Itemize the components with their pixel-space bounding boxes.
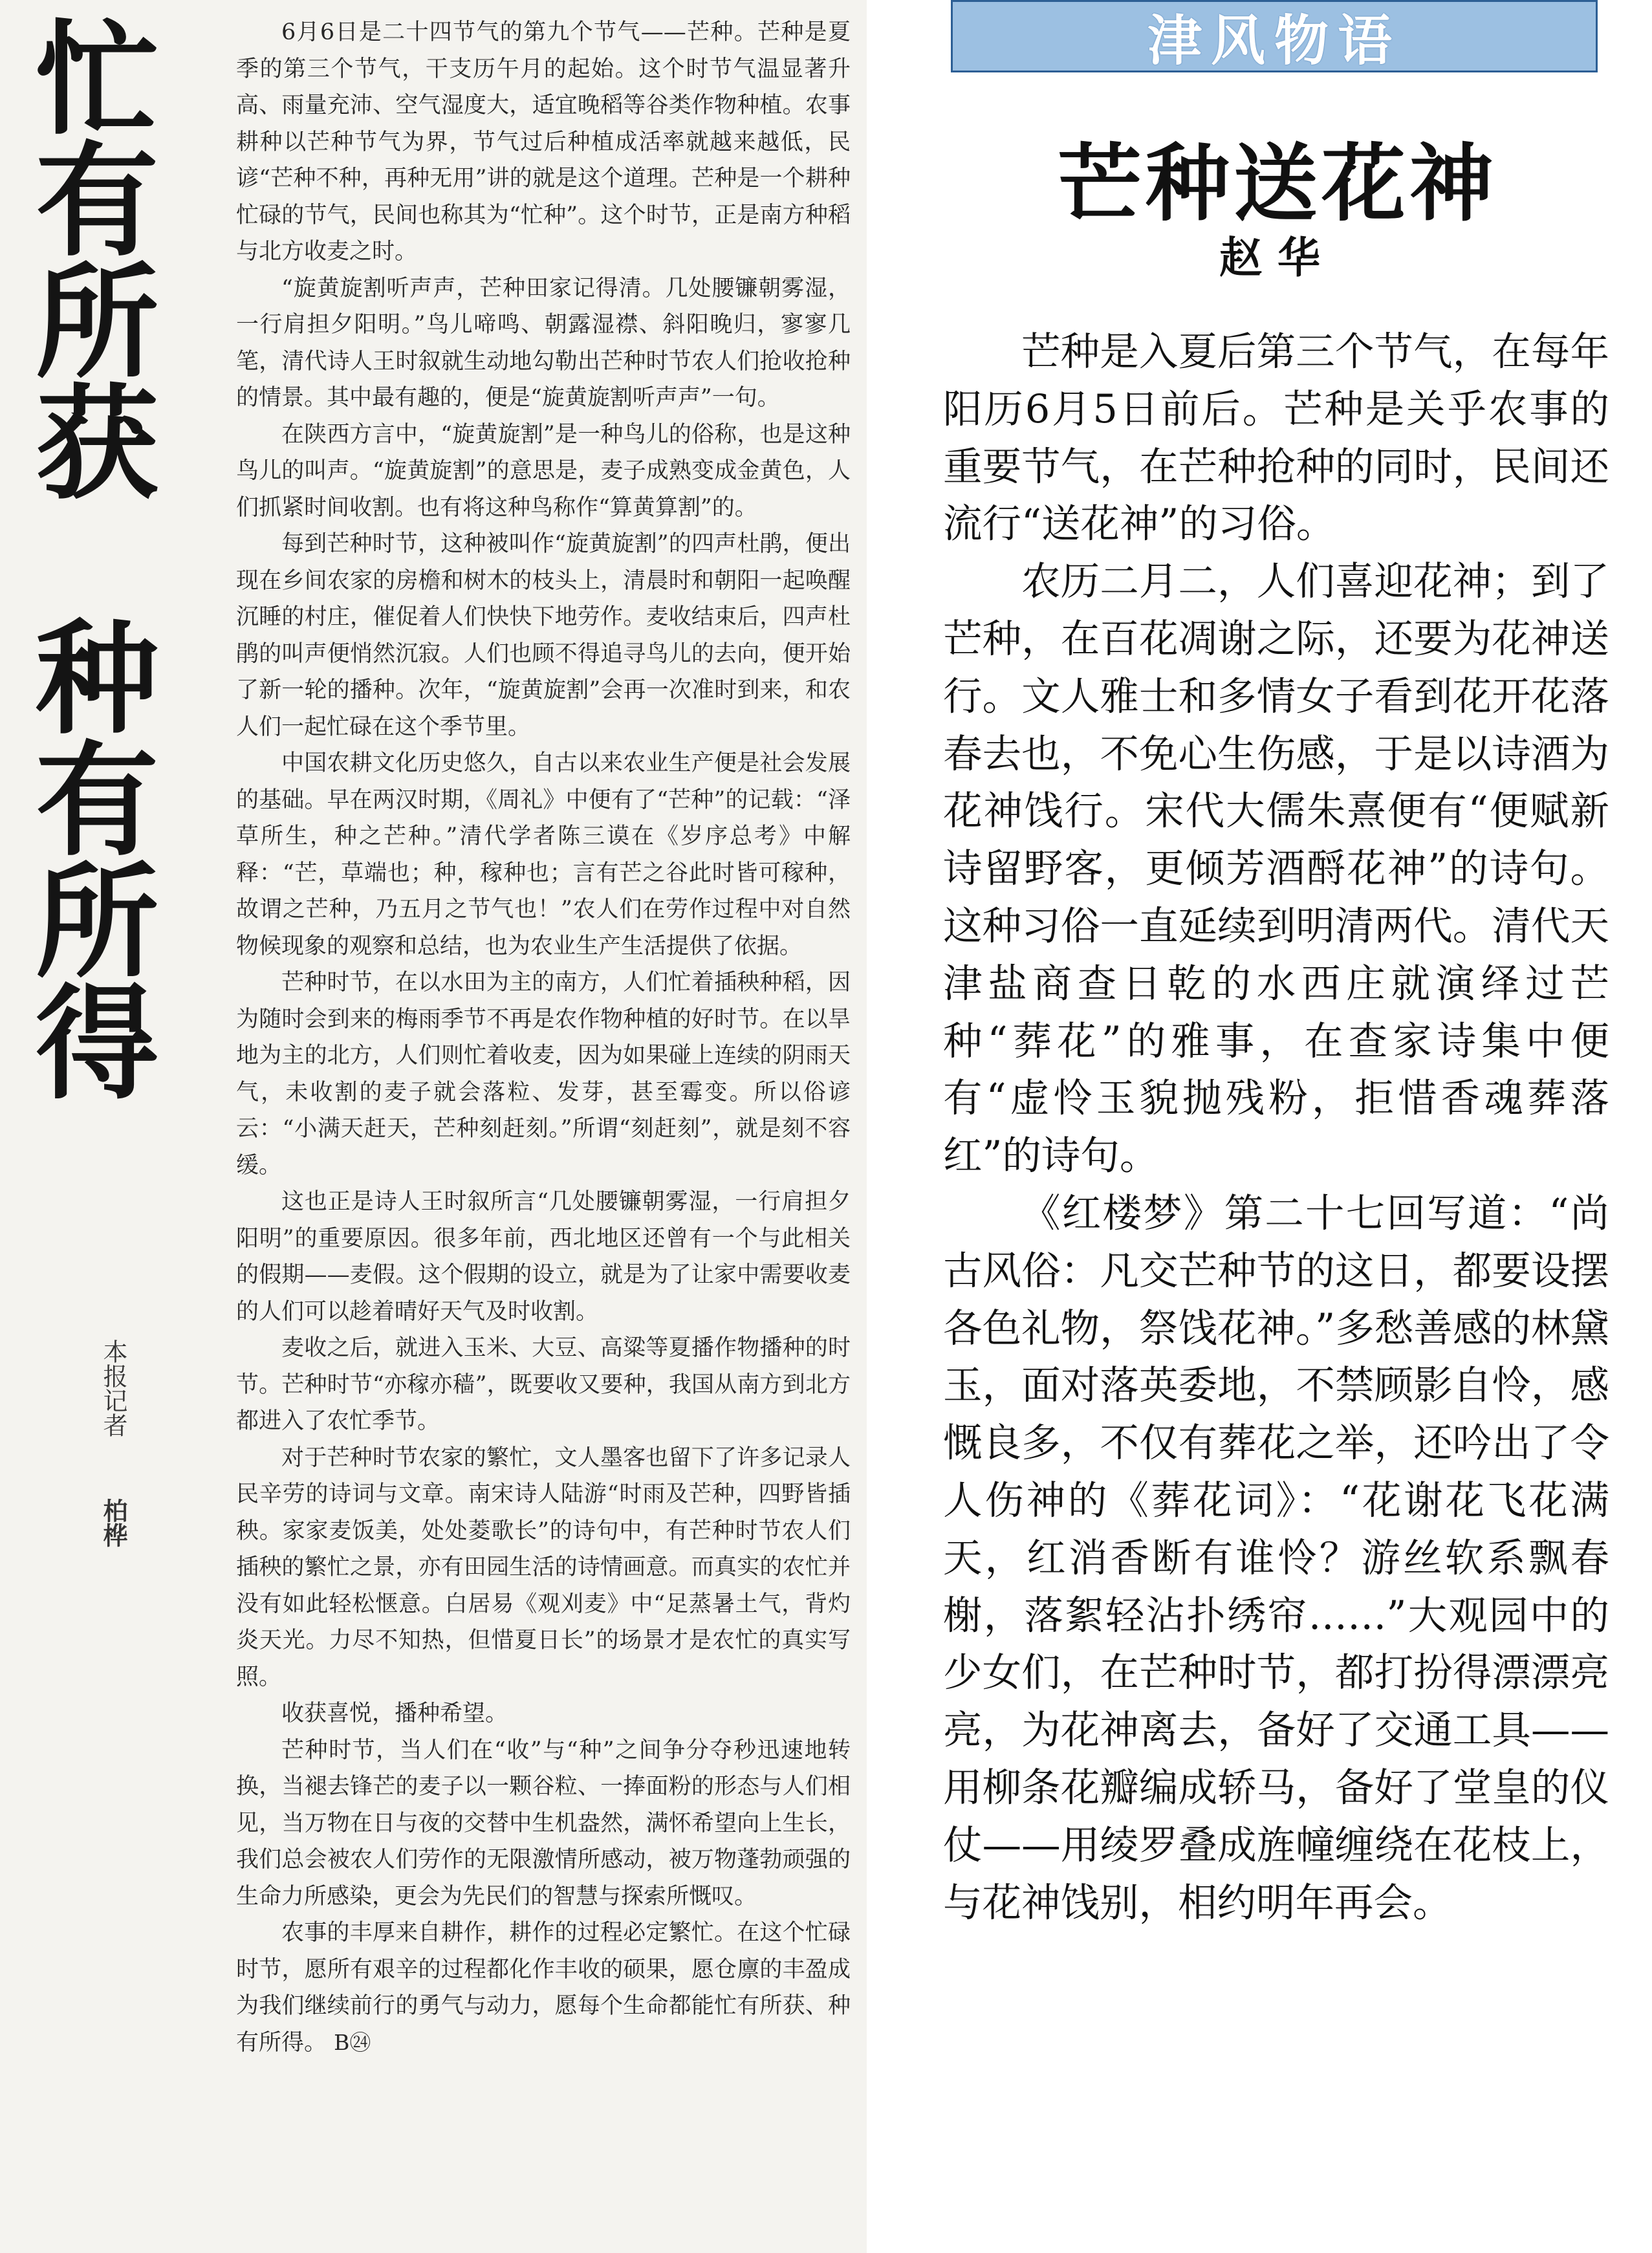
page-number: B㉔ bbox=[334, 2029, 371, 2055]
article-author: 赵华 bbox=[1219, 233, 1336, 283]
paragraph bbox=[236, 1915, 851, 2061]
headline-bottom: 种有所得 bbox=[36, 608, 159, 1116]
paragraph-text: 农事的丰厚来自耕作，耕作的过程必定繁忙。在这个忙碌时节，愿所有艰辛的过程都化作丰收的硕果，愿仓廪的丰盈成为我们继续前行的勇气与动力，愿每个生命都能忙有所获、种有所得。 bbox=[236, 1920, 851, 2056]
article-title: 芒种送花神 bbox=[1057, 135, 1497, 233]
reporter-name: 柏桦 bbox=[99, 1498, 127, 1547]
column-name: 津风物语 bbox=[1147, 8, 1401, 72]
paragraph: 对于芒种时节农家的繁忙，文人墨客也留下了许多记录人民辛劳的诗词与文章。南宋诗人陆游“时雨及芒种，四野皆插秧。家家麦饭美，处处菱歌长”的诗句中，有芒种时节农人们插秧的繁忙之景，亦有田园生活的诗情画意。而真实的农忙并没有如此轻松惬意。白居易《观刈麦》中“足蒸暑土气，背灼炎天光。力尽不知热，但惜夏日长”的场景才是农忙的真实写照。 bbox=[236, 1444, 851, 1690]
byline bbox=[89, 1339, 128, 1547]
paragraph: 每到芒种时节，这种被叫作“旋黄旋割”的四声杜鹃，便出现在乡间农家的房檐和树木的枝头上，清晨时和朝阳一起唤醒沉睡的村庄，催促着人们快快下地劳作。麦收结束后，四声杜鹃的叫声便悄然沉寂。人们也顾不得追寻鸟儿的去向，便开始了新一轮的播种。次年，“旋黄旋割”会再一次准时到来，和农人们一起忙碌在这个季节里。 bbox=[236, 531, 851, 740]
paragraph: 在陕西方言中，“旋黄旋割”是一种鸟儿的俗称，也是这种鸟儿的叫声。“旋黄旋割”的意思是，麦子成熟变成金黄色，人们抓紧时间收割。也有将这种鸟称作“算黄算割”的。 bbox=[236, 421, 851, 521]
paragraph: 中国农耕文化历史悠久，自古以来农业生产便是社会发展的基础。早在两汉时期，《周礼》中便有了“芒种”的记载：“泽草所生，种之芒种。”清代学者陈三谟在《岁序总考》中解释：“芒，草端也；种，稼种也；言有芒之谷此时皆可稼种，故谓之芒种，乃五月之节气也！”农人们在劳作过程中对自然物候现象的观察和总结，也为农业生产生活提供了依据。 bbox=[236, 750, 851, 959]
headline-top: 忙有所获 bbox=[36, 8, 159, 516]
paragraph: 这也正是诗人王时叙所言“几处腰镰朝雾湿，一行肩担夕阳明”的重要原因。很多年前，西北地区还曾有一个与此相关的假期——麦假。这个假期的设立，就是为了让家中需要收麦的人们可以趁着晴好天气及时收割。 bbox=[236, 1189, 851, 1325]
paragraph: 收获喜悦，播种希望。 bbox=[281, 1701, 508, 1726]
paragraph: 芒种时节，在以水田为主的南方，人们忙着插秧种稻，因为随时会到来的梅雨季节不再是农作物种植的好时节。在以旱地为主的北方，人们则忙着收麦，因为如果碰上连续的阴雨天气，未收割的麦子就会落粒、发芽，甚至霉变。所以俗谚云：“小满天赶天，芒种刻赶刻。”所谓“刻赶刻”，就是刻不容缓。 bbox=[236, 970, 851, 1179]
right-article-body bbox=[943, 323, 1609, 1932]
left-headline bbox=[36, 8, 184, 1116]
paragraph: 芒种时节，当人们在“收”与“种”之间争分夺秒迅速地转换，当褪去锋芒的麦子以一颗谷粒、一捧面粉的形态与人们相见，当万物在日与夜的交替中生机盎然，满怀希望向上生长，我们总会被农人们劳作的无限激情所感动，被万物蓬勃顽强的生命力所感染，更会为先民们的智慧与探索所慨叹。 bbox=[236, 1737, 851, 1910]
paragraph: “旋黄旋割听声声，芒种田家记得清。几处腰镰朝雾湿，一行肩担夕阳明。”鸟儿啼鸣、朝露湿襟、斜阳晚归，寥寥几笔，清代诗人王时叙就生动地勾勒出芒种时节农人们抢收抢种的情景。其中最有趣的，便是“旋黄旋割听声声”一句。 bbox=[236, 275, 851, 411]
column-banner bbox=[951, 0, 1598, 72]
paragraph: 《红楼梦》第二十七回写道：“尚古风俗：凡交芒种节的这日，都要设摆各色礼物，祭饯花神。”多愁善感的林黛玉，面对落英委地，不禁顾影自怜，感慨良多，不仅有葬花之举，还吟出了令人伤神的《葬花词》：“花谢花飞花满天，红消香断有谁怜？游丝软系飘春榭，落絮轻沾扑绣帘……”大观园中的少女们，在芒种时节，都打扮得漂漂亮亮，为花神离去，备好了交通工具——用柳条花瓣编成轿马，备好了堂皇的仪仗——用绫罗叠成旌幢缠绕在花枝上，与花神饯别，相约明年再会。 bbox=[943, 1190, 1609, 1926]
paragraph: 6月6日是二十四节气的第九个节气——芒种。芒种是夏季的第三个节气，干支历午月的起始。这个时节气温显著升高、雨量充沛、空气湿度大，适宜晚稻等谷类作物种植。农事耕种以芒种节气为界，节气过后种植成活率就越来越低，民谚“芒种不种，再种无用”讲的就是这个道理。芒种是一个耕种忙碌的节气，民间也称其为“忙种”。这个时节，正是南方种稻与北方收麦之时。 bbox=[236, 19, 851, 265]
reporter-label: 本报记者 bbox=[99, 1339, 127, 1437]
paragraph: 芒种是入夏后第三个节气，在每年阳历6月5日前后。芒种是关乎农事的重要节气，在芒种抢种的同时，民间还流行“送花神”的习俗。 bbox=[943, 329, 1609, 547]
paragraph: 麦收之后，就进入玉米、大豆、高粱等夏播作物播种的时节。芒种时节“亦稼亦穑”，既要收又要种，我国从南方到北方都进入了农忙季节。 bbox=[236, 1335, 851, 1434]
paragraph: 农历二月二，人们喜迎花神；到了芒种，在百花凋谢之际，还要为花神送行。文人雅士和多情女子看到花开花落春去也，不免心生伤感，于是以诗酒为花神饯行。宋代大儒朱熹便有“便赋新诗留野客，更倾芳酒酹花神”的诗句。这种习俗一直延续到明清两代。清代天津盐商查日乾的水西庄就演绎过芒种“葬花”的雅事，在查家诗集中便有“虚怜玉貌抛残粉，拒惜香魂葬落红”的诗句。 bbox=[943, 559, 1609, 1179]
left-article-body bbox=[236, 14, 851, 2061]
